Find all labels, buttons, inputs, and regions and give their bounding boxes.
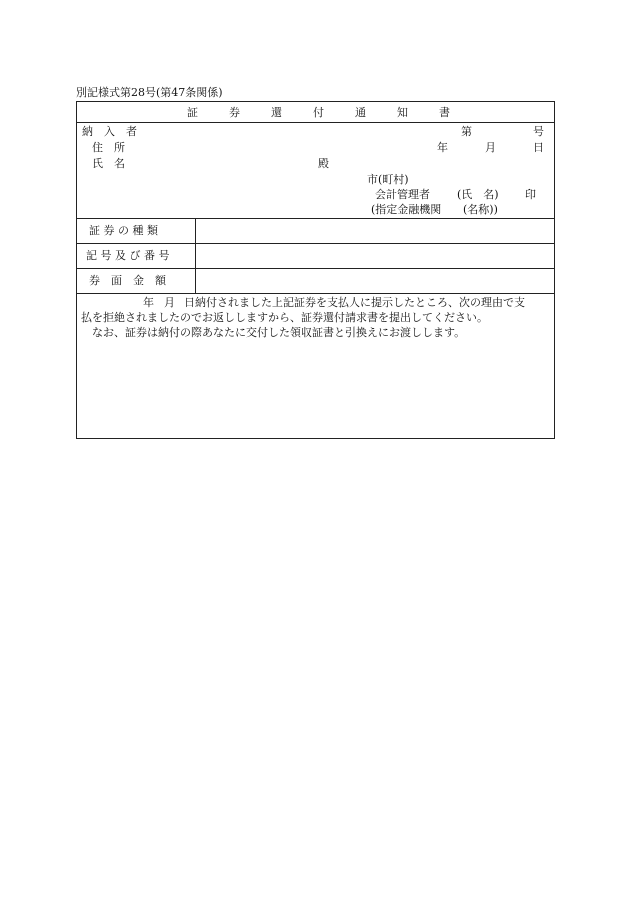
honorific: 殿	[318, 157, 329, 170]
divider	[77, 122, 554, 123]
city-label: 市(町村)	[367, 173, 409, 186]
divider	[77, 243, 554, 244]
title-char: 付	[313, 106, 324, 119]
body-month: 月	[164, 296, 175, 309]
title-char: 書	[439, 106, 450, 119]
seal-mark: 印	[525, 188, 536, 201]
date-day: 日	[533, 141, 544, 154]
divider	[77, 268, 554, 269]
bank-name-label: (名称))	[463, 203, 498, 216]
number-suffix: 号	[533, 125, 544, 138]
title-char: 証	[187, 106, 198, 119]
date-year: 年	[437, 141, 448, 154]
number-prefix: 第	[461, 125, 472, 138]
row-label: 記 号 及 び 番 号	[86, 249, 170, 262]
bank-label: (指定金融機関	[371, 203, 442, 216]
officer-name-label: (氏 名)	[457, 188, 499, 201]
divider	[77, 218, 554, 219]
securities-return-notice-form	[76, 101, 555, 439]
form-reference: 別記様式第28号(第47条関係)	[76, 86, 223, 99]
address-label: 住 所	[92, 141, 125, 154]
row-label: 証 券 の 種 類	[89, 224, 158, 237]
body-line-2: 払を拒絶されましたのでお返ししますから、証券還付請求書を提出してください。	[81, 311, 488, 324]
divider	[77, 293, 554, 294]
body-line-3: なお、証券は納付の際あなたに交付した領収証書と引換えにお渡しします。	[92, 326, 466, 339]
body-line-1: 日納付されました上記証券を支払人に提示したところ、次の理由で支	[184, 296, 525, 309]
row-label: 券 面 金 額	[89, 274, 166, 287]
payer-label: 納 入 者	[82, 125, 137, 138]
column-divider	[195, 218, 196, 293]
officer-label: 会計管理者	[375, 188, 430, 201]
title-char: 還	[271, 106, 282, 119]
title-char: 知	[397, 106, 408, 119]
date-month: 月	[485, 141, 496, 154]
name-label: 氏 名	[92, 157, 125, 170]
body-year: 年	[143, 296, 154, 309]
title-char: 通	[355, 106, 366, 119]
title-char: 券	[229, 106, 240, 119]
